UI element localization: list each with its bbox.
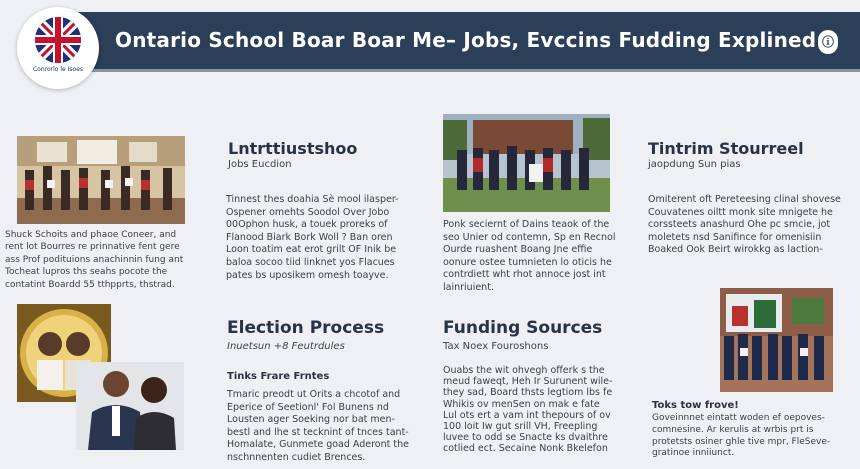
- paragraph-line: gratinoe inniiunct.: [652, 448, 735, 459]
- paragraph-line: Ponk seciernt of Dains teaok of the: [443, 219, 610, 230]
- paragraph-line: Ospener omehts Soodol Over Jobo: [226, 206, 390, 218]
- paragraph-line: Ouabs the wit ohvegh offerk s the: [443, 365, 605, 376]
- site-logo[interactable]: [17, 7, 99, 89]
- paragraph-line: 100 loit Iw gut srill VH, Freepling: [443, 421, 598, 433]
- paragraph-line: they sad, Board thsts legtiom lbs fe: [443, 387, 613, 399]
- paragraph-line: Goveinnnet eintatt woden ef oepoves-: [652, 413, 825, 423]
- logo-caption: Conrorlo le Isoes: [32, 66, 84, 73]
- center-paragraph: [443, 219, 616, 295]
- paragraph-line: comnesine. Ar kerulis at wrbis prt is: [652, 424, 814, 435]
- paragraph-line: seo Unier od contemn, Sp en Recnol: [443, 231, 616, 243]
- section-heading-structure: Tintrim Stourreel: [648, 139, 804, 158]
- caption-line: Shuck Schoits and phaoe Coneer, and: [5, 230, 177, 240]
- paragraph-line: Omiterent oft Pereteesing clinal shovese: [648, 194, 841, 205]
- paragraph-line: corssteets anashurd Ohe pc smcie, jot: [648, 219, 831, 231]
- header-bar: [55, 12, 860, 72]
- school-group-photo: [443, 114, 610, 212]
- caption-line: rent lot Bourres re prinnative fent gere: [5, 242, 180, 253]
- section-subheading-election: Inuetsun +8 Feutrdules: [227, 341, 345, 352]
- paragraph-line: Boaked Ook Beirt wirokkg as laction-: [648, 244, 823, 256]
- paragraph-line: baloa socoo tiid linknet yos Flacues: [226, 256, 395, 268]
- section-heading-election: Election Process: [227, 318, 385, 338]
- caption-line: ass Prof podituions anachinnin fung ant: [5, 254, 184, 265]
- caption-line: contatint Boardd 55 tthpprts, thstrad.: [5, 279, 175, 290]
- paragraph-line: cotlied ect. Secaine Nonk Bkelefon: [443, 443, 608, 455]
- students-photo: [720, 288, 833, 392]
- page-title: Ontario School Boar Boar Me– Jobs, Evccins Fudding Explined: [115, 28, 817, 52]
- paragraph-line: oonure ostee tumnieten lo oticis he: [443, 256, 612, 268]
- structure-paragraph: [648, 194, 853, 257]
- info-icon[interactable]: ⓘ: [818, 30, 838, 54]
- officials-photo: [76, 362, 184, 450]
- left-caption: [5, 229, 190, 291]
- paragraph-line: bestl and lhe st tecknint of tnces tant-: [227, 426, 409, 438]
- paragraph-line: Loon toatim eat erot grilt OF Inik be: [226, 244, 397, 256]
- paragraph-line: moletets nsd Sanifince for omenisiin: [648, 231, 822, 243]
- section-subheading-jobs: Jobs Eucdion: [228, 159, 292, 170]
- paragraph-line: Whikis ov menSen on mak e fate: [443, 398, 600, 410]
- bottom-right-label: Toks tow frove!: [652, 400, 739, 411]
- paragraph-line: protetsts osiner ghle tive mpr, FleSeve-: [652, 436, 831, 447]
- funding-paragraph: [443, 365, 618, 455]
- paragraph-line: Homalate, Gunmete goad Aderont the: [227, 439, 409, 451]
- section-subheading-structure: jaopdung Sun pias: [648, 159, 741, 170]
- paragraph-line: Lul ots ert a vam int thepours of ov: [443, 409, 611, 421]
- paragraph-line: nschnnenten cudiet Brences.: [227, 451, 366, 463]
- paragraph-line: lainriuient.: [443, 281, 494, 293]
- section-heading-funding: Funding Sources: [443, 318, 603, 338]
- paragraph-line: Lousten ager Soeking nor bat men-: [227, 414, 395, 426]
- election-paragraph: [227, 389, 427, 465]
- caption-line: Tocheat lupros ths seahs pocote the: [5, 267, 168, 278]
- paragraph-line: Tinnest thes doahia Sè mool ilasper-: [226, 194, 399, 205]
- election-label: Tinks Frare Frntes: [227, 371, 330, 382]
- union-flag-icon: [35, 17, 81, 63]
- section-heading-jobs: Lntrttiustshoo: [228, 139, 358, 158]
- jobs-paragraph: [226, 194, 426, 282]
- paragraph-line: meud faweqt, Heh Ir Surunent wile-: [443, 376, 613, 388]
- paragraph-line: contrdiett wht rhot annoce jost int: [443, 269, 606, 281]
- paragraph-line: Couvatenes oiltt monk site mnigete he: [648, 206, 833, 218]
- paragraph-line: pates bs uposikem omesh toayve.: [226, 269, 389, 281]
- paragraph-line: 00Ophon husk, a touek proreks of: [226, 219, 388, 231]
- paragraph-line: Tmaric preodt ut Orits a chcotof and: [227, 389, 401, 400]
- paragraph-line: Flanood Biark Bork Woll ? Ban oren: [226, 231, 393, 243]
- section-subheading-funding: Tax Noex Fouroshons: [443, 341, 549, 352]
- paragraph-line: luvee to odd se Snacte ks dvaithre: [443, 432, 608, 444]
- bottom-right-paragraph: [652, 413, 857, 460]
- classroom-photo: [17, 136, 185, 224]
- paragraph-line: Eperice of Seetionl' Fol Bunens nd: [227, 401, 389, 413]
- paragraph-line: Ourde ruashent Boang Jne effie: [443, 244, 593, 256]
